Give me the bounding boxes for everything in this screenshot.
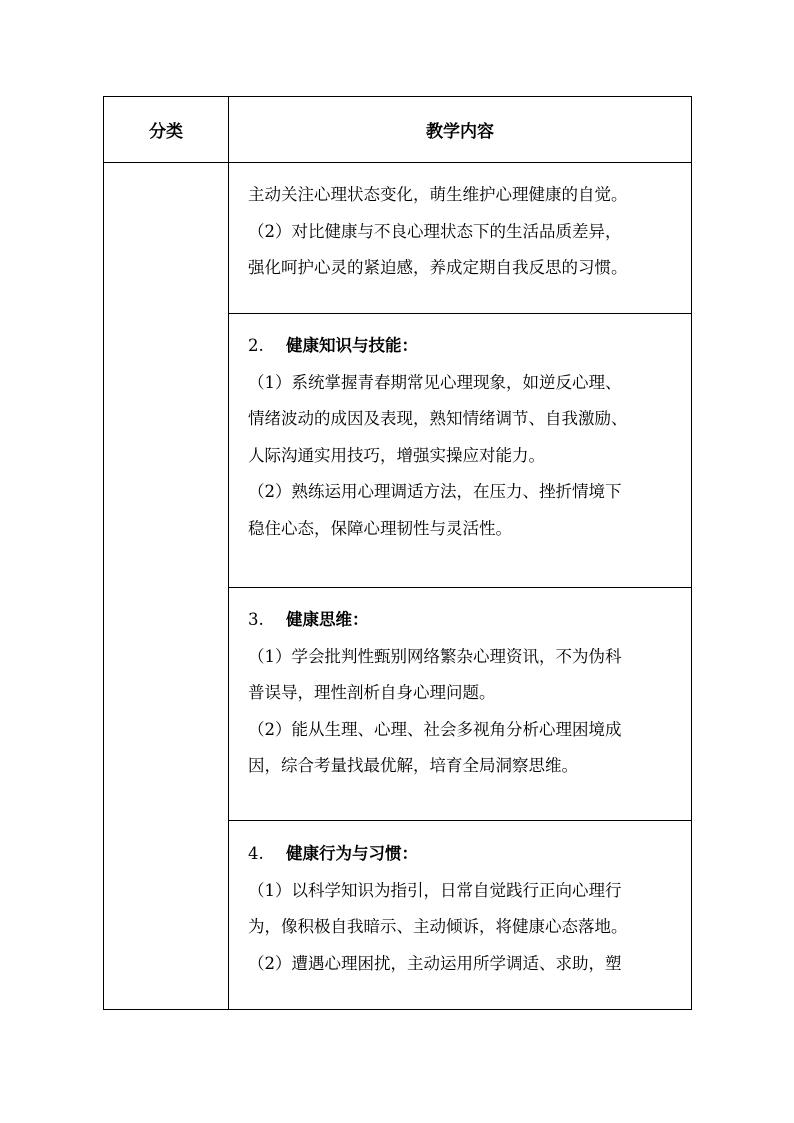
header-divider bbox=[104, 162, 691, 163]
cell-line: （1）学会批判性甄别网络繁杂心理资讯，不为伪科 bbox=[248, 646, 622, 666]
curriculum-table bbox=[103, 96, 692, 1010]
section-title: 健康知识与技能： bbox=[286, 336, 418, 355]
content-cell-4 bbox=[248, 836, 680, 982]
section-heading bbox=[248, 328, 680, 365]
row-divider bbox=[228, 313, 691, 314]
cell-line: 强化呵护心灵的紧迫感，养成定期自我反思的习惯。 bbox=[248, 258, 628, 277]
section-heading bbox=[248, 836, 680, 873]
cell-line: 因，综合考量找最优解，培育全局洞察思维。 bbox=[248, 756, 578, 775]
section-title: 健康行为与习惯： bbox=[286, 844, 418, 863]
cell-line: （2）熟练运用心理调适方法，在压力、挫折情境下 bbox=[248, 482, 622, 501]
header-category: 分类 bbox=[149, 122, 183, 142]
content-cell-2 bbox=[248, 328, 680, 547]
cell-line: 为，像积极自我暗示、主动倾诉，将健康心态落地。 bbox=[248, 917, 628, 936]
content-cell-1 bbox=[248, 177, 680, 287]
cell-line: 稳住心态，保障心理韧性与灵活性。 bbox=[248, 518, 512, 538]
section-number: 4. bbox=[248, 844, 264, 863]
section-heading bbox=[248, 602, 680, 639]
section-title: 健康思维： bbox=[286, 610, 369, 629]
cell-line: （1）系统掌握青春期常见心理现象，如逆反心理、 bbox=[248, 372, 622, 392]
cell-line: 普误导，理性剖析自身心理问题。 bbox=[248, 683, 496, 702]
cell-line: 主动关注心理状态变化，萌生维护心理健康的自觉。 bbox=[248, 185, 628, 204]
cell-line: （2）能从生理、心理、社会多视角分析心理困境成 bbox=[248, 719, 622, 739]
section-number: 3. bbox=[248, 610, 264, 629]
cell-line: （1）以科学知识为指引，日常自觉践行正向心理行 bbox=[248, 880, 622, 900]
cell-line: （2）遭遇心理困扰，主动运用所学调适、求助，塑 bbox=[248, 953, 622, 973]
cell-line: 情绪波动的成因及表现，熟知情绪调节、自我激励、 bbox=[248, 409, 628, 428]
cell-line: 人际沟通实用技巧，增强实操应对能力。 bbox=[248, 445, 545, 465]
column-divider bbox=[228, 97, 229, 1009]
section-number: 2. bbox=[248, 336, 264, 355]
cell-line: （2）对比健康与不良心理状态下的生活品质差异， bbox=[248, 221, 622, 241]
content-cell-3 bbox=[248, 602, 680, 785]
row-divider bbox=[228, 820, 691, 821]
row-divider bbox=[228, 587, 691, 588]
header-content: 教学内容 bbox=[426, 122, 494, 142]
